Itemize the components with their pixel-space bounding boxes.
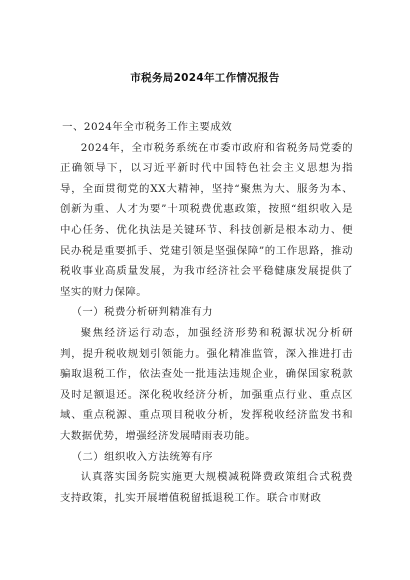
- document-body: [60, 117, 353, 508]
- subsection-paragraph-2: 认真落实国务院实施更大规模减税降费政策组合式税费支持政策，扎实开展增值税留抵退税工作。联合市财政: [60, 471, 353, 504]
- document-title: 市税务局2024年工作情况报告: [130, 72, 280, 84]
- subsection-heading-1: （一）税费分析研判精准有力: [71, 306, 214, 319]
- subsection-paragraph-1: 聚焦经济运行动态，加强经济形势和税源状况分析研判，提升税收规划引领能力。强化精准监管，深入推进打击骗取退税工作，依法查处一批违法违规企业，确保国家税款及时足额退还。深化税收经济分析，加强重点行业、重点区域、重点税源、重点项目税收分析，发挥税收经济监发书和大数据优势，增强经济发展晴雨表功能。: [60, 326, 353, 442]
- section-heading-1: 一、2024年全市税务工作主要成效: [62, 121, 233, 133]
- intro-paragraph: 2024年，全市税务系统在市委市政府和省税务局党委的正确领导下，以习近平新时代中国特色社会主义思想为指导，全面贯彻党的XX大精神，坚持“聚焦为大、服务为本、创新为重、人才为要”十项税费优惠政策，按照“组织收入是中心任务、优化执法是关键环节、科技创新是根本动力、便民办税是重要抓手、党建引领是坚强保障”的工作思路，推动税收事业高质量发展，为我市经济社会平稳健康发展提供了坚实的财力保障。: [60, 141, 353, 298]
- subsection-heading-2: （二）组织收入方法统筹有序: [71, 450, 214, 463]
